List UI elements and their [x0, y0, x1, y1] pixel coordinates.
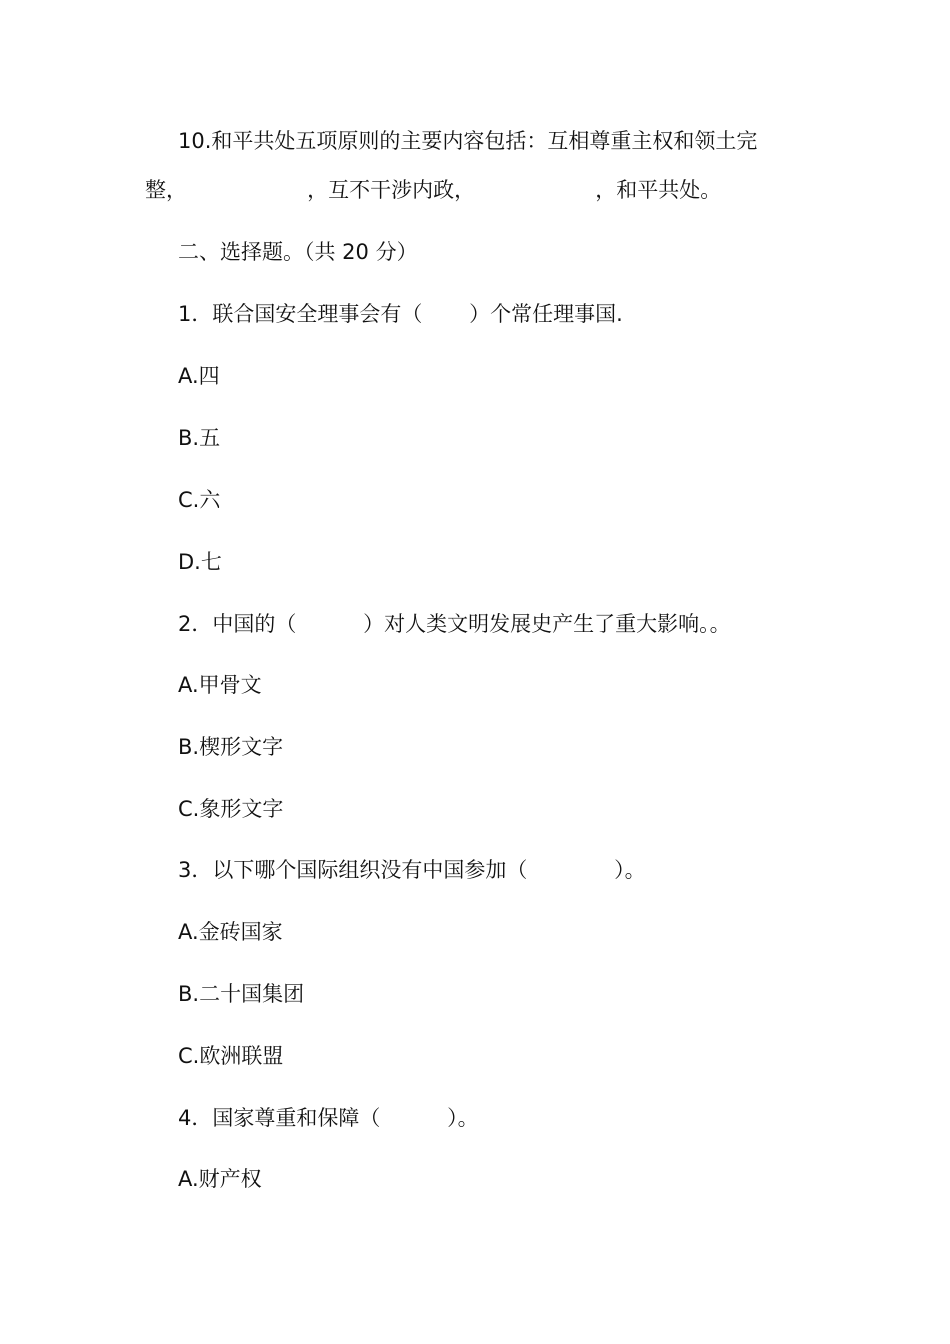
q10-text-line-1: 10.和平共处五项原则的主要内容包括：互相尊重主权和领土完 — [178, 129, 758, 153]
question-2-option-c: C.象形文字 — [178, 797, 284, 821]
question-4-stem: 4．国家尊重和保障（ ）。 — [178, 1106, 479, 1130]
question-1-stem: 1．联合国安全理事会有（ ）个常任理事国. — [178, 302, 623, 326]
section-title: 二、选择题。（共 20 分） — [178, 240, 418, 264]
question-1-option-a: A.四 — [178, 364, 220, 388]
question-2-option-b: B.楔形文字 — [178, 735, 284, 759]
question-3-option-b: B.二十国集团 — [178, 982, 305, 1006]
question-1-option-b: B.五 — [178, 426, 221, 450]
question-3-option-c: C.欧洲联盟 — [178, 1044, 284, 1068]
question-3-option-a: A.金砖国家 — [178, 920, 283, 944]
question-1-option-c: C.六 — [178, 488, 221, 512]
question-2-stem: 2．中国的（ ）对人类文明发展史产生了重大影响。。 — [178, 612, 731, 636]
question-2-option-a: A.甲骨文 — [178, 673, 262, 697]
question-4-option-a: A.财产权 — [178, 1167, 262, 1191]
question-1-option-d: D.七 — [178, 550, 222, 574]
question-3-stem: 3．以下哪个国际组织没有中国参加（ ）。 — [178, 858, 646, 882]
q10-text-line-2: 整， ，互不干涉内政， ，和平共处。 — [145, 178, 722, 202]
